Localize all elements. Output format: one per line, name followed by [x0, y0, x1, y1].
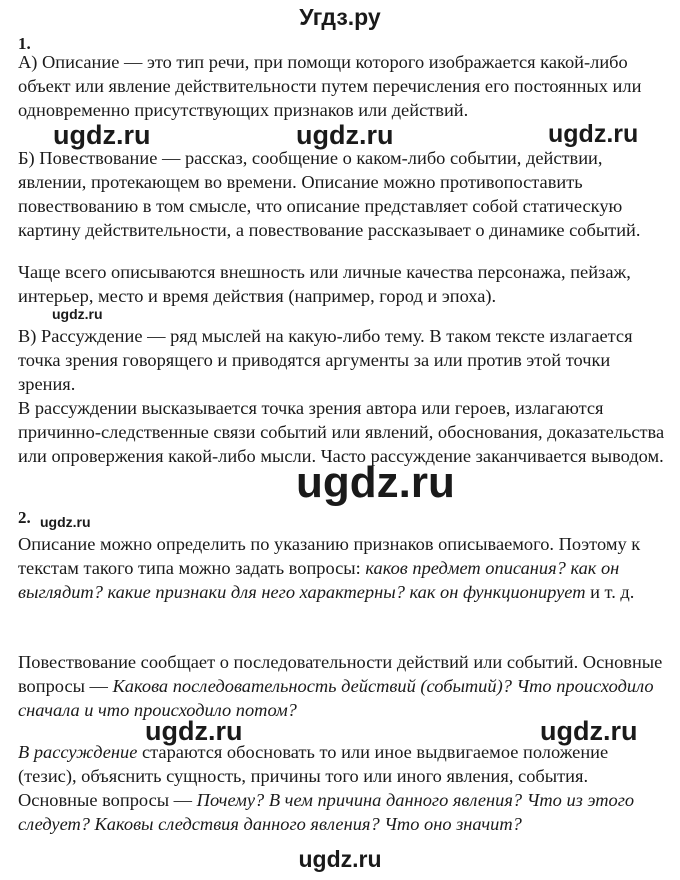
section-2-p3-questions: Почему? В чем причина данного явления? Что из этого следует? Каковы следствия данного явления? Что оно значит?	[18, 790, 635, 834]
watermark: ugdz.ru	[52, 306, 103, 322]
watermark: ugdz.ru	[53, 120, 151, 150]
section-2-paragraph-3	[18, 740, 668, 836]
section-2-p2-text: Повествование сообщает о последовательности действий или событий. Основные вопросы —	[18, 652, 663, 696]
section-2-p2-questions: Какова последовательность действий (событий)? Что происходило сначала и что происходило потом?	[18, 676, 654, 720]
page-header-title: Угдз.ру	[299, 4, 381, 30]
section-2-p1-questions: каков предмет описания? как он выглядит? какие признаки для него характерны? как он функционирует	[18, 558, 620, 602]
section-2-number: 2.	[18, 508, 31, 527]
section-1-paragraph-b: Б) Повествование — рассказ, сообщение о каком-либо событии, действии, явлении, протекающем во времени. Описание можно противопоставить повествованию в том смысле, что описание представляет собой статическую картину действительности, а повествование рассказывает о динамике событий.	[18, 148, 641, 240]
watermark: ugdz.ru	[145, 716, 243, 746]
watermark: ugdz.ru	[40, 514, 91, 530]
section-1-paragraph-b-continued: Чаще всего описываются внешность или личные качества персонажа, пейзаж, интерьер, место и время действия (например, город и эпоха).	[18, 262, 631, 306]
section-2-p3-text: стараются обосновать то или иное выдвигаемое положение (тезис), объяснить сущность, причины того или иного явления, события. Основные вопросы —	[18, 742, 609, 810]
section-2-paragraph-2	[18, 650, 668, 722]
section-2-paragraph-1	[18, 532, 668, 604]
section-2-p1-tail: и т. д.	[585, 582, 635, 602]
watermark: ugdz.ru	[540, 716, 638, 746]
watermark: ugdz.ru	[296, 120, 394, 150]
section-2-p3-lead: В рассуждение	[18, 742, 138, 762]
section-1-paragraph-c: В) Рассуждение — ряд мыслей на какую-либо тему. В таком тексте излагается точка зрения говорящего и приводятся аргументы за или против этой точки зрения.	[18, 326, 633, 394]
section-2-p1-text: Описание можно определить по указанию признаков описываемого. Поэтому к текстам такого типа можно задать вопросы:	[18, 534, 641, 578]
section-1-paragraph-c-continued: В рассуждении высказывается точка зрения автора или героев, излагаются причинно-следственные связи событий или явлений, обоснования, доказательства или опровержения какой-либо мысли. Часто рассуждение заканчивается выводом.	[18, 398, 665, 466]
watermark: ugdz.ru	[548, 120, 639, 148]
page-footer-watermark: ugdz.ru	[298, 846, 382, 872]
section-1-number: 1.	[18, 34, 31, 53]
watermark: ugdz.ru	[296, 458, 455, 507]
section-1-paragraph-a: А) Описание — это тип речи, при помощи которого изображается какой-либо объект или явление действительности путем перечисления его постоянных или одновременно присутствующих признаков или действий.	[18, 52, 642, 120]
